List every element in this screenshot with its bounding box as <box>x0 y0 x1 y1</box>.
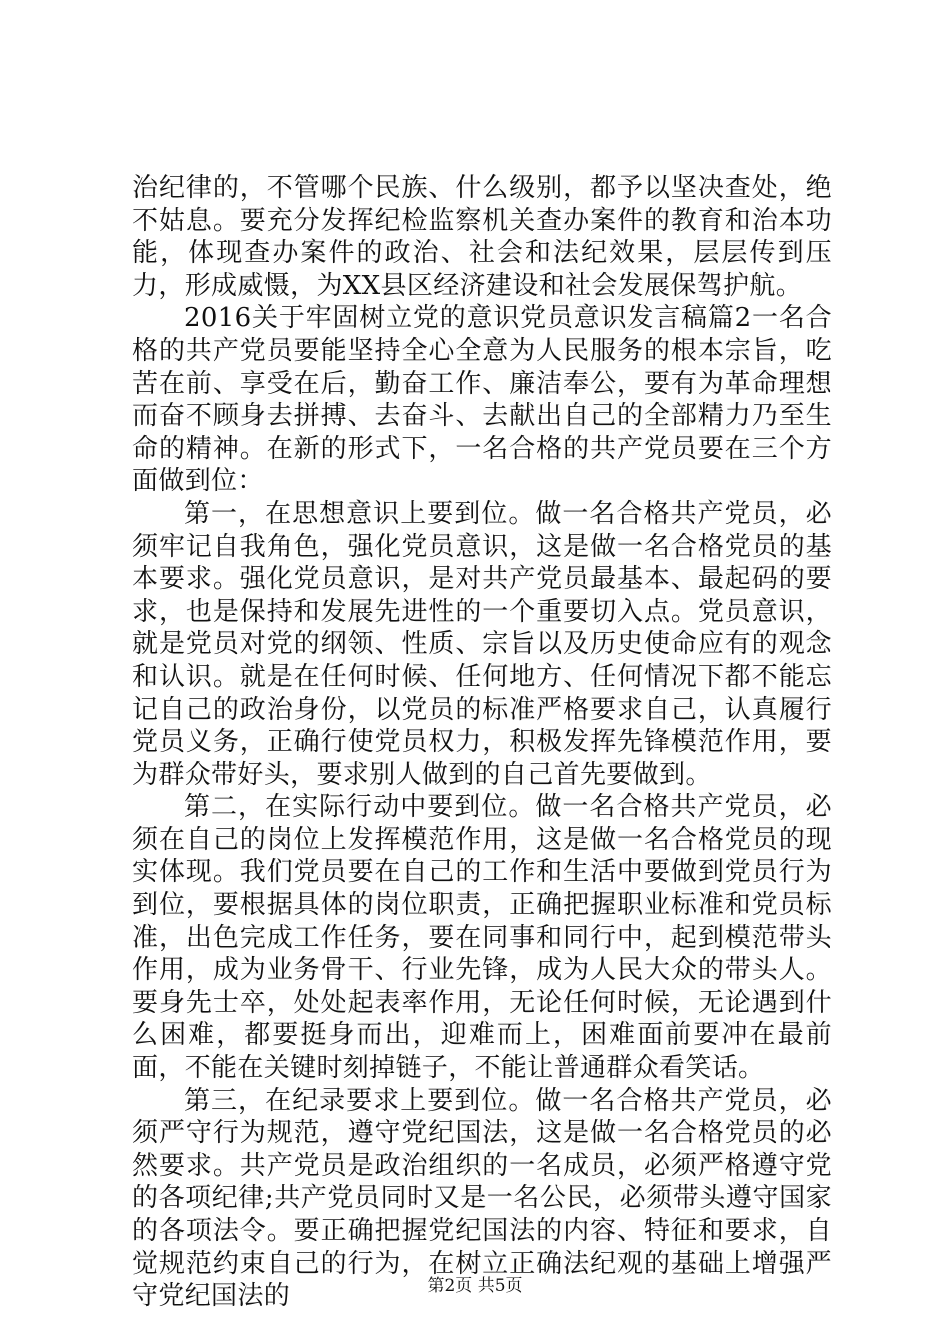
paragraph-point-two: 第二，在实际行动中要到位。做一名合格共产党员，必须在自己的岗位上发挥模范作用，这是做一名合格党员的现实体现。我们党员要在自己的工作和生活中要做到党员行为到位，要根据具体的岗位职责，正确把握职业标准和党员标准，出色完成工作任务，要在同事和同行中，起到模范带头作用，成为业务骨干、行业先锋，成为人民大众的带头人。要身先士卒，处处起表率作用，无论任何时候，无论遇到什么困难，都要挺身而出，迎难而上，困难面前要冲在最前面，不能在关键时刻掉链子，不能让普通群众看笑话。 <box>132 792 832 1084</box>
paragraph-continuation: 治纪律的，不管哪个民族、什么级别，都予以坚决查处，绝不姑息。要充分发挥纪检监察机关查办案件的教育和治本功能，体现查办案件的政治、社会和法纪效果，层层传到压力，形成威慑，为XX县区经济建设和社会发展保驾护航。 <box>132 173 832 301</box>
paragraph-speech-intro: 2016关于牢固树立党的意识党员意识发言稿篇2一名合格的共产党员要能坚持全心全意为人民服务的根本宗旨，吃苦在前、享受在后，勤奋工作、廉洁奉公，要有为革命理想而奋不顾身去拼搏、去奋斗、去献出自己的全部精力乃至生命的精神。在新的形式下，一名合格的共产党员要在三个方面做到位： <box>132 303 832 497</box>
paragraph-point-three: 第三，在纪录要求上要到位。做一名合格共产党员，必须严守行为规范，遵守党纪国法，这是做一名合格党员的必然要求。共产党员是政治组织的一名成员，必须严格遵守党的各项纪律;共产党员同时又是一名公民，必须带头遵守国家的各项法令。要正确把握党纪国法的内容、特征和要求，自觉规范约束自己的行为，在树立正确法纪观的基础上增强严守党纪国法的 <box>132 1085 832 1312</box>
page-footer: 第2页 共5页 <box>427 1276 523 1296</box>
paragraph-point-one: 第一，在思想意识上要到位。做一名合格共产党员，必须牢记自我角色，强化党员意识，这是做一名合格党员的基本要求。强化党员意识，是对共产党员最基本、最起码的要求，也是保持和发展先进性的一个重要切入点。党员意识，就是党员对党的纲领、性质、宗旨以及历史使命应有的观念和认识。就是在任何时候、任何地方、任何情况下都不能忘记自己的政治身份，以党员的标准严格要求自己，认真履行党员义务，正确行使党员权力，积极发挥先锋模范作用，要为群众带好头，要求别人做到的自己首先要做到。 <box>132 498 832 790</box>
document-body <box>132 172 832 1313</box>
